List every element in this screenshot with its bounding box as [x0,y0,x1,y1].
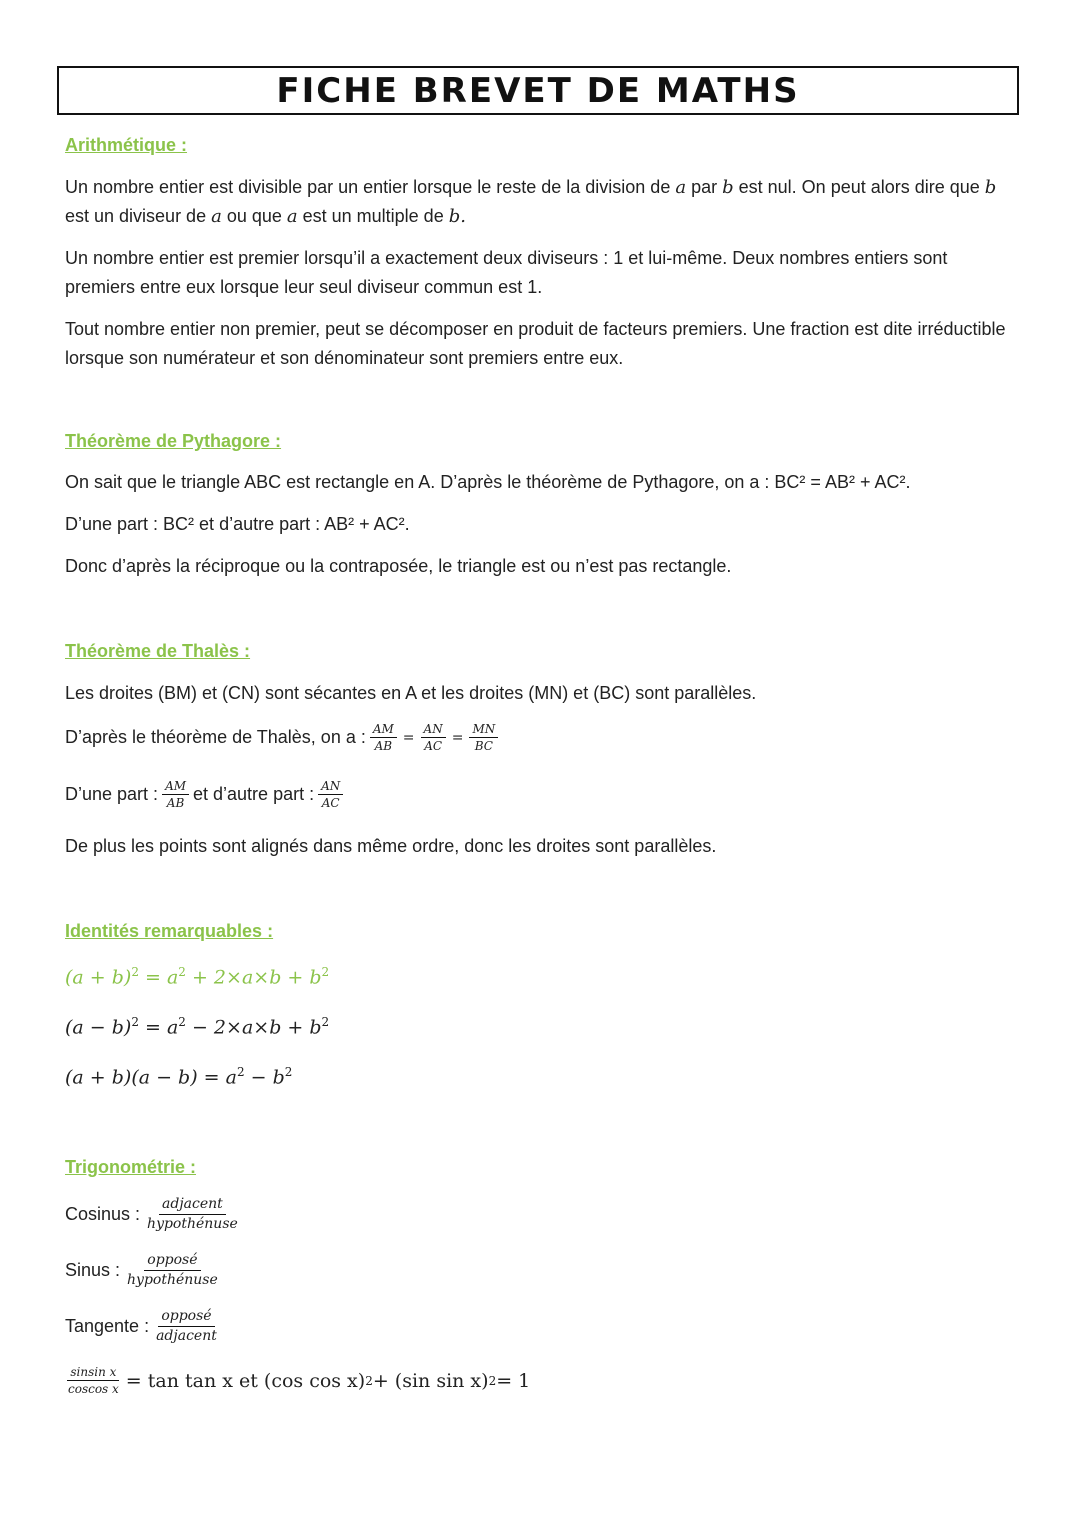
trig-sinus [65,1252,225,1289]
fraction-mn-bc [469,722,498,753]
formula-part: − 2×a×b + b [185,1016,322,1039]
heading-arithmetique: Arithmétique : [65,135,188,155]
heading-pythagore: Théorème de Pythagore : [65,431,282,451]
formula-part: = tan tan x et (cos cos x) [125,1369,366,1392]
fraction-am-ab [370,722,397,753]
denominator: BC [474,739,493,753]
denominator: AB [166,796,185,810]
formula-part: = a [138,966,179,989]
exponent: 2 [365,1373,373,1388]
formula-part: (a − b) [65,1016,132,1039]
identity-formula-2 [65,1015,329,1038]
trig-identity-line [65,1365,530,1396]
formula-part: − b [244,1066,285,1089]
identity-formula-1 [65,965,329,988]
formula-part: = a [138,1016,179,1039]
thales-line-2 [65,722,502,753]
fraction-am-ab [162,779,189,810]
page-title: FICHE BREVET DE MATHS [276,70,800,111]
denominator: coscos x [68,1382,119,1396]
text-segment: D’une part : [65,784,159,804]
exponent: 2 [178,1015,186,1029]
denominator: hypothénuse [127,1272,218,1288]
heading-identites: Identités remarquables : [65,921,274,941]
paragraph-premier: Un nombre entier est premier lorsqu’il a exactement deux diviseurs : 1 et lui-même. Deux nombres entiers sont premiers entre eux lorsque leur seul diviseur commun est 1. [65,248,948,297]
math-var: a [675,177,687,198]
heading-thales: Théorème de Thalès : [65,641,251,661]
exponent: 2 [321,1015,330,1029]
fraction-sin-cos [65,1365,122,1396]
exponent: 2 [284,1065,293,1079]
numerator: opposé [144,1252,200,1271]
fraction-tangente [153,1308,220,1345]
paragraph-divisibilite [65,173,1010,231]
formula-part: (a + b) [65,966,132,989]
text-segment: par [686,177,723,197]
numerator: adjacent [159,1196,226,1215]
exponent: 2 [488,1373,497,1388]
formula-part: (a + b)(a − b) = a [65,1066,237,1089]
identity-formula-3 [65,1065,292,1088]
trig-label: Cosinus : [65,1204,141,1224]
numerator: AM [370,722,397,738]
equals-sign: = [451,729,464,746]
pythagore-line-3: Donc d’après la réciproque ou la contraposée, le triangle est ou n’est pas rectangle. [65,556,732,576]
thales-line-3 [65,779,347,810]
fraction-an-ac [421,722,446,753]
thales-line-4: De plus les points sont alignés dans même ordre, donc les droites sont parallèles. [65,836,717,856]
math-var: a [286,206,298,227]
exponent: 2 [236,1065,245,1079]
text-segment: D’après le théorème de Thalès, on a : [65,727,366,747]
denominator: AC [424,739,443,753]
math-var: b. [448,206,466,227]
paragraph-facteurs: Tout nombre entier non premier, peut se décomposer en produit de facteurs premiers. Une fraction est dite irréductible lorsque son numérateur et son dénominateur sont premiers entre eux. [65,319,1006,368]
denominator: adjacent [156,1328,217,1344]
exponent: 2 [131,965,139,979]
denominator: AB [374,739,393,753]
numerator: AN [318,779,343,795]
formula-part: + (sin sin x) [372,1369,489,1392]
numerator: MN [469,722,498,738]
formula-part: + 2×a×b + b [185,966,322,989]
math-var: a [211,206,222,227]
fraction-an-ac [318,779,343,810]
equals-sign: = [402,729,415,746]
denominator: AC [321,796,340,810]
exponent: 2 [131,1015,139,1029]
denominator: hypothénuse [147,1216,238,1232]
text-segment: et d’autre part : [193,784,315,804]
numerator: AN [421,722,446,738]
text-segment: ou que [221,206,287,226]
text-segment: est nul. On peut alors dire que [733,177,985,197]
numerator: AM [162,779,189,795]
numerator: opposé [158,1308,214,1327]
exponent: 2 [321,965,330,979]
fraction-sinus [124,1252,221,1289]
heading-trigonometrie: Trigonométrie : [65,1157,197,1177]
title-box [57,66,1019,115]
thales-line-1: Les droites (BM) et (CN) sont sécantes en A et les droites (MN) et (BC) sont parallèles. [65,683,757,703]
formula-part: = 1 [496,1369,531,1392]
trig-label: Sinus : [65,1260,121,1280]
trig-label: Tangente : [65,1316,150,1336]
pythagore-line-2: D’une part : BC² et d’autre part : AB² + AC². [65,514,410,534]
exponent: 2 [178,965,186,979]
math-var: b [722,177,734,198]
text-segment: est un diviseur de [65,206,212,226]
text-segment: est un multiple de [297,206,449,226]
math-var: b [984,177,997,198]
text-segment: Un nombre entier est divisible par un entier lorsque le reste de la division de [65,177,676,197]
fraction-cosinus [144,1196,241,1233]
trig-cosinus [65,1196,245,1233]
trig-tangente [65,1308,224,1345]
numerator: sinsin x [67,1365,119,1381]
pythagore-line-1: On sait que le triangle ABC est rectangle en A. D’après le théorème de Pythagore, on a : BC² = AB² + AC². [65,472,911,492]
